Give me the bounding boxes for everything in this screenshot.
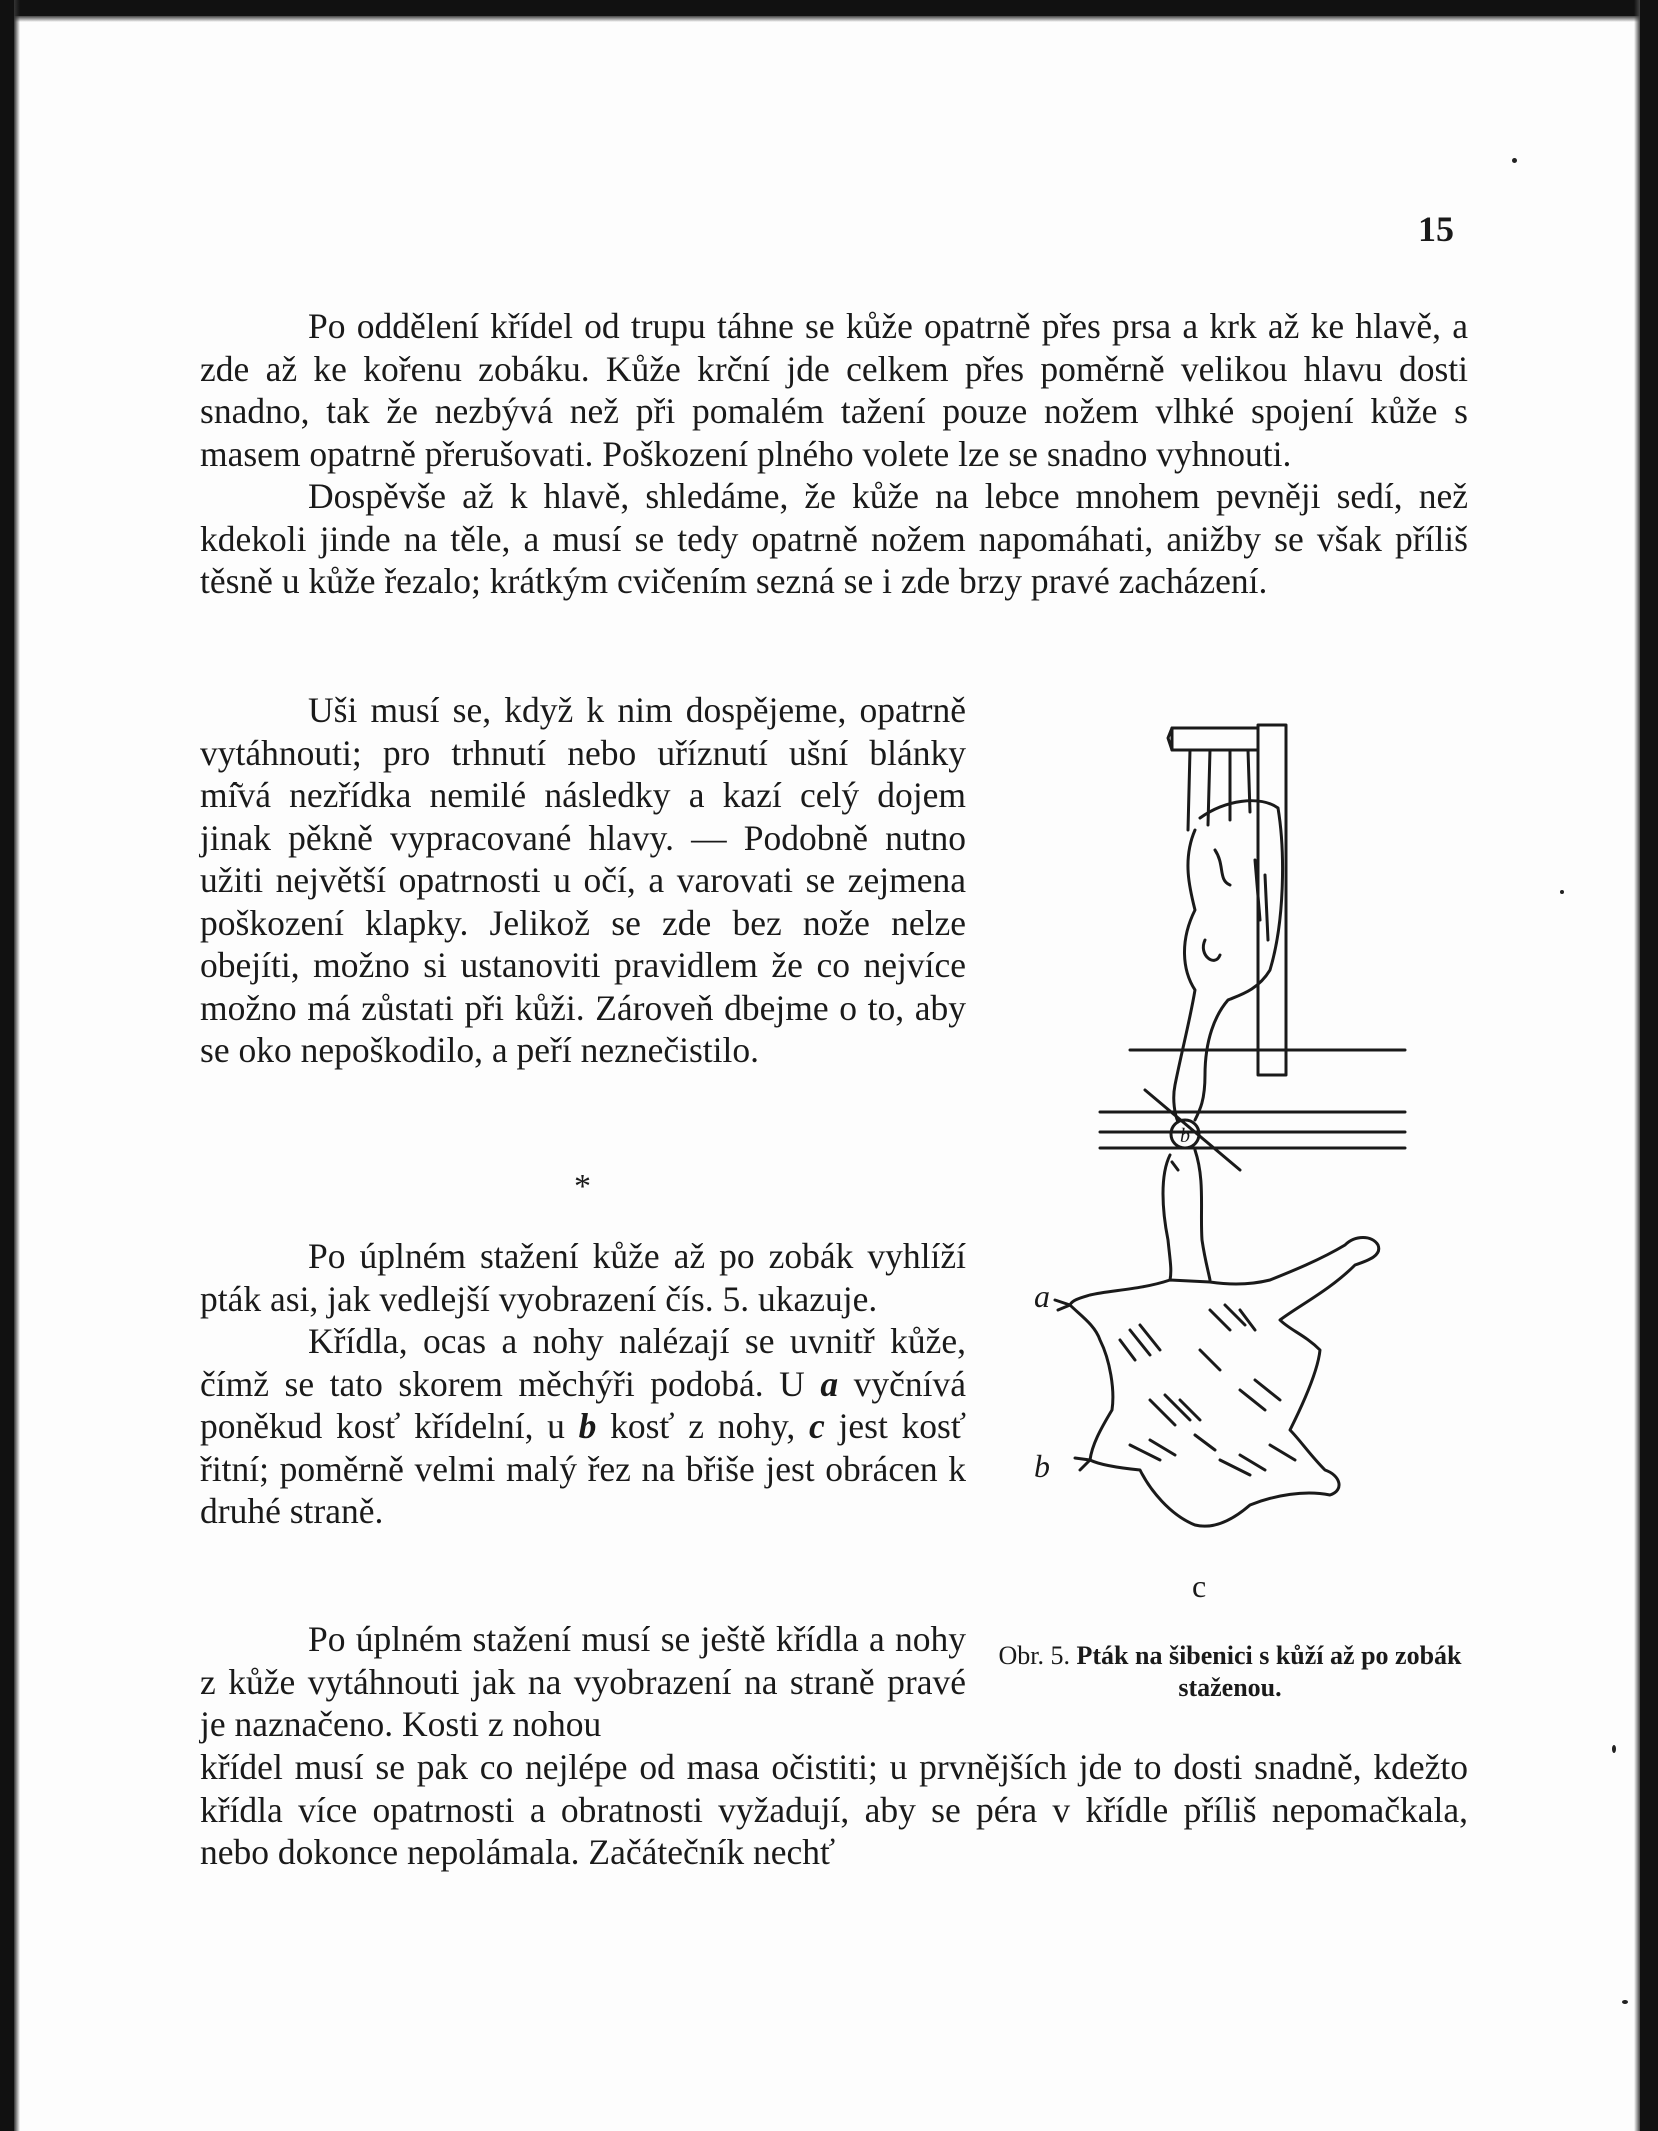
p5-text-2: vyčnívá poněkud kosť křídelní, u (200, 1363, 966, 1446)
p5-text-4: jest kosť řitní; poměrně velmi malý řez na břiše jest obrácen k druhé straně. (200, 1406, 966, 1531)
text-block-ears (200, 689, 966, 1072)
caption-text: Pták na šibenici s kůží až po zobák staženou. (1076, 1641, 1462, 1702)
scan-edge-right-shadow (1634, 0, 1640, 2131)
carcass-outline-right (1195, 801, 1283, 1120)
p5-letter-b: b (578, 1406, 597, 1446)
p5-text-1: Křídla, ocas a nohy nalézají se uvnitř kůže, čímž se tato skorem měchýři podobá. U (200, 1321, 966, 1404)
string-4 (1248, 750, 1250, 812)
page-number: 15 (1418, 209, 1454, 249)
texture-2 (1210, 1305, 1255, 1330)
figure-label-c: c (1192, 1568, 1207, 1604)
p5-letter-c: c (809, 1406, 825, 1446)
neck-right (1195, 1150, 1210, 1280)
figure-label-a: a (1034, 1278, 1050, 1314)
figure-label-b: b (1034, 1448, 1050, 1484)
carcass-outline-left (1174, 830, 1195, 1122)
scan-speck (1612, 1745, 1616, 1753)
paragraph-2: Dospěvše až k hlavě, shledáme, že kůže na lebce mnohem pevněji sedí, než kdekoli jinde na těle, a musí se tedy opatrně nožem napomáhati, anižby se však příliš těsně u kůže řezalo; krátkým cvičením sezná se i zde brzy pravé zacházení. (200, 476, 1468, 601)
paragraph-1: Po oddělení křídel od trupu táhne se kůže opatrně přes prsa a krk až ke hlavě, a zde až ke kořenu zobáku. Kůže krční jde celkem přes poměrně velikou hlavu dosti snadno, tak že nezbývá než při pomalém tažení pouze nožem vlhké spojení kůže s masem opatrně přerušovati. Poškození plného volete lze se snadno vyhnouti. (200, 306, 1468, 474)
scan-edge-right (1640, 0, 1658, 2131)
text-block-bird (200, 1235, 966, 1533)
scan-speck (1512, 158, 1517, 163)
p5-letter-a: a (820, 1363, 839, 1404)
p5-text-3: kosť z nohy, (596, 1406, 810, 1446)
texture-4 (1240, 1380, 1280, 1410)
paragraph-3: Uši musí se, když k nim dospějeme, opatrně vytáhnouti; pro trhnutí nebo uříznutí ušní blánky mí͂vá nezřídka nemilé následky a kazí celý dojem jinak pěkně vypracované hlavy. — Podobně nutno užiti největší opatrnosti u očí, a varovati se zejmena poškození klapky. Jelikož se zde bez nože nelze obejíti, možno si ustanoviti pravidlem že co nejvíce možno má zůstati při kůži. Zároveň dbejme o to, aby se oko nepoškodilo, a peří neznečistilo. (200, 690, 966, 1070)
section-separator: * (574, 1168, 591, 1205)
string-1 (1188, 750, 1190, 830)
neck-left (1163, 1155, 1171, 1280)
scan-edge-top-shadow (0, 16, 1658, 22)
text-block-last-full (200, 1746, 1468, 1874)
scan-speck (1560, 890, 1564, 894)
scan-speck (1622, 2000, 1628, 2004)
figure-caption (980, 1640, 1480, 1704)
gallows-arm (1172, 728, 1258, 750)
carcass-detail-2 (1203, 940, 1220, 960)
paragraph-6-narrow: Po úplném stažení musí se ještě křídla a nohy z kůže vytáhnouti jak na vyobrazení na straně pravé je naznačeno. Kosti z nohou (200, 1619, 966, 1744)
text-block-last-narrow (200, 1618, 966, 1746)
wing-bone-a (1055, 1300, 1070, 1310)
crossing-string (1145, 1090, 1240, 1170)
caption-prefix: Obr. 5. (998, 1641, 1070, 1670)
scan-edge-left (0, 0, 14, 2131)
skin-outline (1070, 1238, 1379, 1527)
texture-6 (1220, 1445, 1295, 1475)
texture-1 (1120, 1325, 1160, 1360)
carcass-detail-1 (1215, 850, 1230, 885)
paragraph-4: Po úplném stažení kůže až po zobák vyhlíží pták asi, jak vedlejší vyobrazení čís. 5. ukazuje. (200, 1236, 966, 1319)
scan-edge-left-shadow (14, 0, 20, 2131)
figure-bird-on-gallows (1000, 700, 1470, 1600)
text-block-top (200, 305, 1468, 603)
figure-illustration (1000, 700, 1470, 1600)
texture-7 (1195, 1350, 1220, 1450)
texture-5 (1130, 1440, 1175, 1460)
scan-edge-top (0, 0, 1658, 16)
carcass-detail-4 (1265, 875, 1268, 940)
paragraph-5 (200, 1320, 966, 1533)
paragraph-6-full: křídel musí se pak co nejlépe od masa očistiti; u prvnějších jde to dosti snadně, kdežto křídla více opatrnosti a obratnosti vyžadují, aby se péra v křídle příliš nepomačkala, nebo dokonce nepolámala. Začátečník nechť (200, 1747, 1468, 1872)
leg-bone-b (1075, 1458, 1090, 1470)
head-eye (1172, 1162, 1178, 1170)
texture-3 (1150, 1395, 1200, 1425)
figure-inner-label-b: b (1180, 1125, 1190, 1147)
